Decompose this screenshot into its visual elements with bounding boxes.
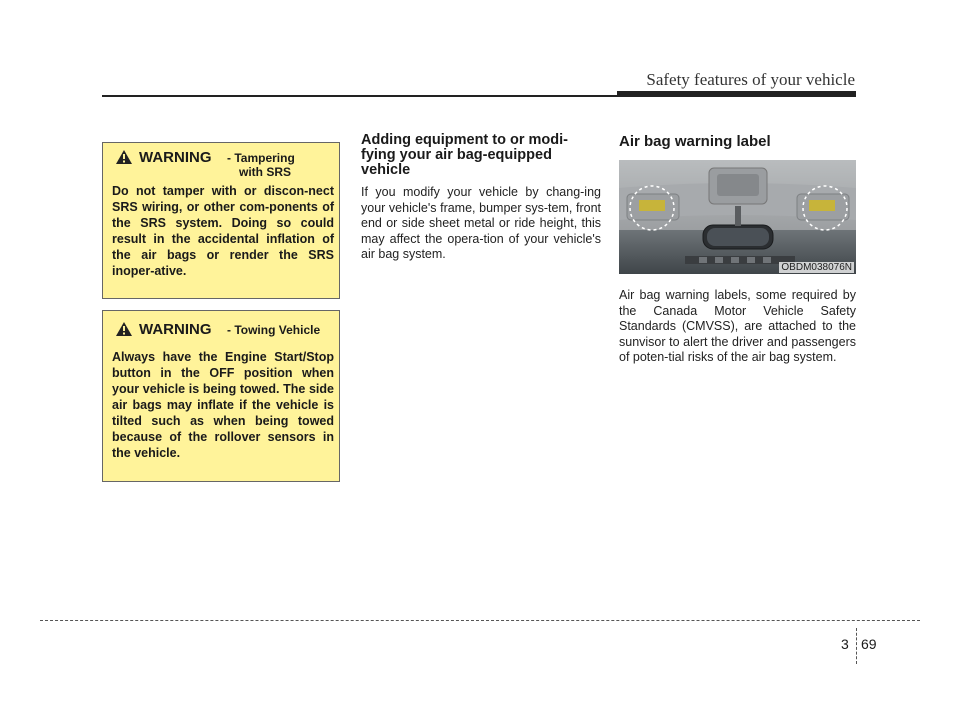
warning-triangle-icon bbox=[115, 321, 133, 337]
page-number: 69 bbox=[861, 636, 877, 652]
section-heading-modify: Adding equipment to or modi-fying your air bag-equipped vehicle bbox=[361, 132, 569, 178]
section-body-label: Air bag warning labels, some required by the Canada Motor Vehicle Safety Standards (CMVSS), are attached to the sunvisor to alert the driver and passengers of poten-tial risks of the air bag system. bbox=[619, 288, 856, 364]
airbag-label-photo bbox=[619, 160, 856, 274]
warning-subtitle: - Towing Vehicle bbox=[227, 323, 321, 337]
image-code: OBDM038076N bbox=[781, 262, 852, 273]
footer-rule bbox=[40, 620, 920, 621]
section-heading-label: Air bag warning label bbox=[619, 133, 771, 150]
warning-word: WARNING bbox=[139, 149, 212, 166]
header-rule bbox=[102, 95, 617, 97]
footer-divider bbox=[856, 628, 857, 664]
warning-body: Always have the Engine Start/Stop button in the OFF position when your vehicle is being towed. The side air bags may inflate if the vehicle is tilted such as when being towed because of the rollover sensors in the vehicle. bbox=[112, 350, 334, 460]
warning-box-tampering bbox=[102, 142, 340, 299]
warning-subtitle-cont: with SRS bbox=[239, 165, 292, 179]
chapter-number: 3 bbox=[841, 636, 849, 652]
header-rule-accent bbox=[617, 91, 856, 97]
header-title: Safety features of your vehicle bbox=[646, 70, 855, 89]
warning-triangle-icon bbox=[115, 149, 133, 165]
warning-subtitle: - Tampering bbox=[227, 151, 295, 165]
section-body-modify: If you modify your vehicle by chang-ing your vehicle's frame, bumper sys-tem, front end or side sheet metal or ride height, this may affect the opera-tion of your vehicle's air bag system. bbox=[361, 185, 601, 261]
warning-box-towing bbox=[102, 310, 340, 482]
sunvisor-illustration bbox=[619, 160, 856, 274]
warning-word: WARNING bbox=[139, 321, 212, 338]
warning-body: Do not tamper with or discon-nect SRS wiring, or other com-ponents of the SRS system. Doing so could result in the accidental inflation of the air bags or render the SRS inoper-ative. bbox=[112, 184, 334, 278]
